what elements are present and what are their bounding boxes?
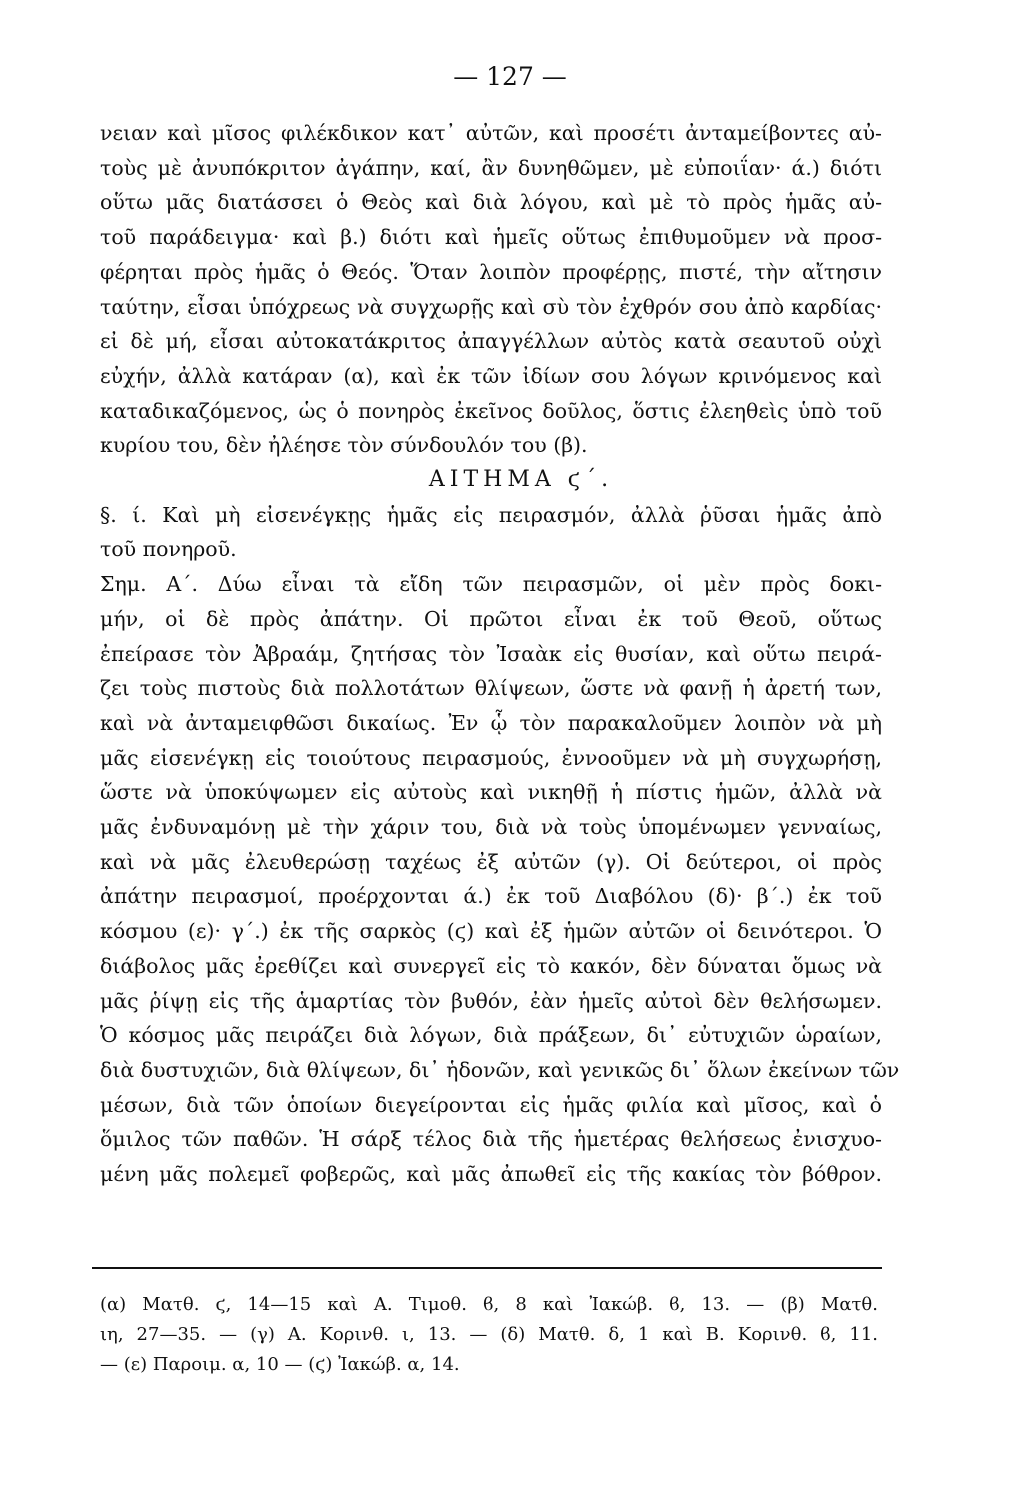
text-line: τοῦ παράδειγμα· καὶ β.) διότι καὶ ἡμεῖς οὕτως ἐπιθυμοῦμεν νὰ προσ- <box>100 225 882 250</box>
footnote-line: (α) Ματθ. ϛ, 14—15 καὶ Α. Τιμοθ. ϐ, 8 καὶ Ἰακώβ. ϐ, 13. — (β) Ματθ. <box>100 1294 878 1315</box>
text-line: Ὁ κόσμος μᾶς πειράζει διὰ λόγων, διὰ πράξεων, δι᾽ εὐτυχιῶν ὡραίων, <box>100 1023 882 1048</box>
footnote-line: — (ε) Παροιμ. α, 10 — (ϛ) Ἰακώβ. α, 14. <box>100 1354 460 1375</box>
text-line: μᾶς εἰσενέγκῃ εἰς τοιούτους πειρασμούς, ἐννοοῦμεν νὰ μὴ συγχωρήσῃ, <box>100 745 882 770</box>
text-line: φέρηται πρὸς ἡμᾶς ὁ Θεός. Ὅταν λοιπὸν προφέρῃς, πιστέ, τὴν αἴτησιν <box>100 259 882 284</box>
text-line: κυρίου του, δὲν ἠλέησε τὸν σύνδουλόν του (β). <box>100 433 588 458</box>
text-line: εὐχήν, ἀλλὰ κατάραν (α), καὶ ἐκ τῶν ἰδίων σου λόγων κρινόμενος καὶ <box>100 363 882 388</box>
text-line: τοὺς μὲ ἀνυπόκριτον ἀγάπην, καί, ἂν δυνηθῶμεν, μὲ εὐποιΐαν· ά.) διότι <box>100 155 882 180</box>
text-line: νειαν καὶ μῖσος φιλέκδικον κατ᾽ αὐτῶν, καὶ προσέτι ἀνταμείβοντες αὐ- <box>100 121 882 145</box>
text-line: διάβολος μᾶς ἐρεθίζει καὶ συνεργεῖ εἰς τὸ κακόν, δὲν δύναται ὅμως νὰ <box>100 953 882 978</box>
section-heading: ΑΙΤΗΜΑ ϛ΄. <box>428 467 614 493</box>
text-line: οὕτω μᾶς διατάσσει ὁ Θεὸς καὶ διὰ λόγου, καὶ μὲ τὸ πρὸς ἡμᾶς αὐ- <box>100 190 882 215</box>
text-line: μέσων, διὰ τῶν ὁποίων διεγείρονται εἰς ἡμᾶς φιλία καὶ μῖσος, καὶ ὁ <box>100 1092 882 1117</box>
text-line: ζει τοὺς πιστοὺς διὰ πολλοτάτων θλίψεων, ὥστε νὰ φανῇ ἡ ἀρετή των, <box>100 676 882 701</box>
text-line: μένη μᾶς πολεμεῖ φοβερῶς, καὶ μᾶς ἀπωθεῖ εἰς τῆς κακίας τὸν βόθρον. <box>100 1162 882 1187</box>
text-line: ὥστε νὰ ὑποκύψωμεν εἰς αὐτοὺς καὶ νικηθῇ ἡ πίστις ἡμῶν, ἀλλὰ νὰ <box>100 780 882 805</box>
text-line: ἐπείρασε τὸν Ἀβραάμ, ζητήσας τὸν Ἰσαὰκ εἰς θυσίαν, καὶ οὕτω πειρά- <box>100 641 882 666</box>
text-line: ἀπάτην πειρασμοί, προέρχονται ά.) ἐκ τοῦ Διαβόλου (δ)· β΄.) ἐκ τοῦ <box>100 884 882 909</box>
footnote-divider <box>92 1267 882 1269</box>
text-line: ταύτην, εἶσαι ὑπόχρεως νὰ συγχωρῇς καὶ σὺ τὸν ἐχθρόν σου ἀπὸ καρδίας· <box>100 294 882 319</box>
text-line: Σημ. Α΄. Δύω εἶναι τὰ εἴδη τῶν πειρασμῶν, οἱ μὲν πρὸς δοκι- <box>100 572 882 597</box>
text-line: διὰ δυστυχιῶν, διὰ θλίψεων, δι᾽ ἡδονῶν, καὶ γενικῶς δι᾽ ὅλων ἐκείνων τῶν <box>100 1057 900 1082</box>
text-line: κόσμου (ε)· γ΄.) ἐκ τῆς σαρκὸς (ϛ) καὶ ἐξ ἡμῶν αὐτῶν οἱ δεινότεροι. Ὁ <box>100 919 882 944</box>
text-line: εἰ δὲ μή, εἶσαι αὐτοκατάκριτος ἀπαγγέλλων αὐτὸς κατὰ σεαυτοῦ οὐχὶ <box>100 329 882 354</box>
text-line: μᾶς ἐνδυναμόνῃ μὲ τὴν χάριν του, διὰ νὰ τοὺς ὑπομένωμεν γενναίως, <box>100 815 882 840</box>
text-line: τοῦ πονηροῦ. <box>100 537 237 562</box>
text-line: καὶ νὰ μᾶς ἐλευθερώσῃ ταχέως ἐξ αὐτῶν (γ). Οἱ δεύτεροι, οἱ πρὸς <box>100 849 882 874</box>
text-line: μήν, οἱ δὲ πρὸς ἀπάτην. Οἱ πρῶτοι εἶναι ἐκ τοῦ Θεοῦ, οὕτως <box>100 606 882 631</box>
page-number: — 127 — <box>453 62 567 91</box>
text-line: καταδικαζόμενος, ὡς ὁ πονηρὸς ἐκεῖνος δοῦλος, ὅστις ἐλεηθεὶς ὑπὸ τοῦ <box>100 398 882 423</box>
text-line: §. ί. Καὶ μὴ εἰσενέγκῃς ἡμᾶς εἰς πειρασμόν, ἀλλὰ ῥῦσαι ἡμᾶς ἀπὸ <box>100 502 882 527</box>
footnotes <box>100 1290 878 1380</box>
footnote-line: ιη, 27—35. — (γ) Α. Κορινθ. ι, 13. — (δ) Ματθ. δ, 1 καὶ Β. Κορινθ. ϐ, 11. <box>100 1324 878 1345</box>
text-line: μᾶς ῥίψῃ εἰς τῆς ἁμαρτίας τὸν βυθόν, ἐὰν ἡμεῖς αὐτοὶ δὲν θελήσωμεν. <box>100 988 882 1013</box>
text-line: καὶ νὰ ἀνταμειφθῶσι δικαίως. Ἐν ᾧ τὸν παρακαλοῦμεν λοιπὸν νὰ μὴ <box>100 710 882 735</box>
main-text <box>100 116 900 1192</box>
text-line: ὅμιλος τῶν παθῶν. Ἡ σάρξ τέλος διὰ τῆς ἡμετέρας θελήσεως ἐνισχυο- <box>100 1127 882 1152</box>
